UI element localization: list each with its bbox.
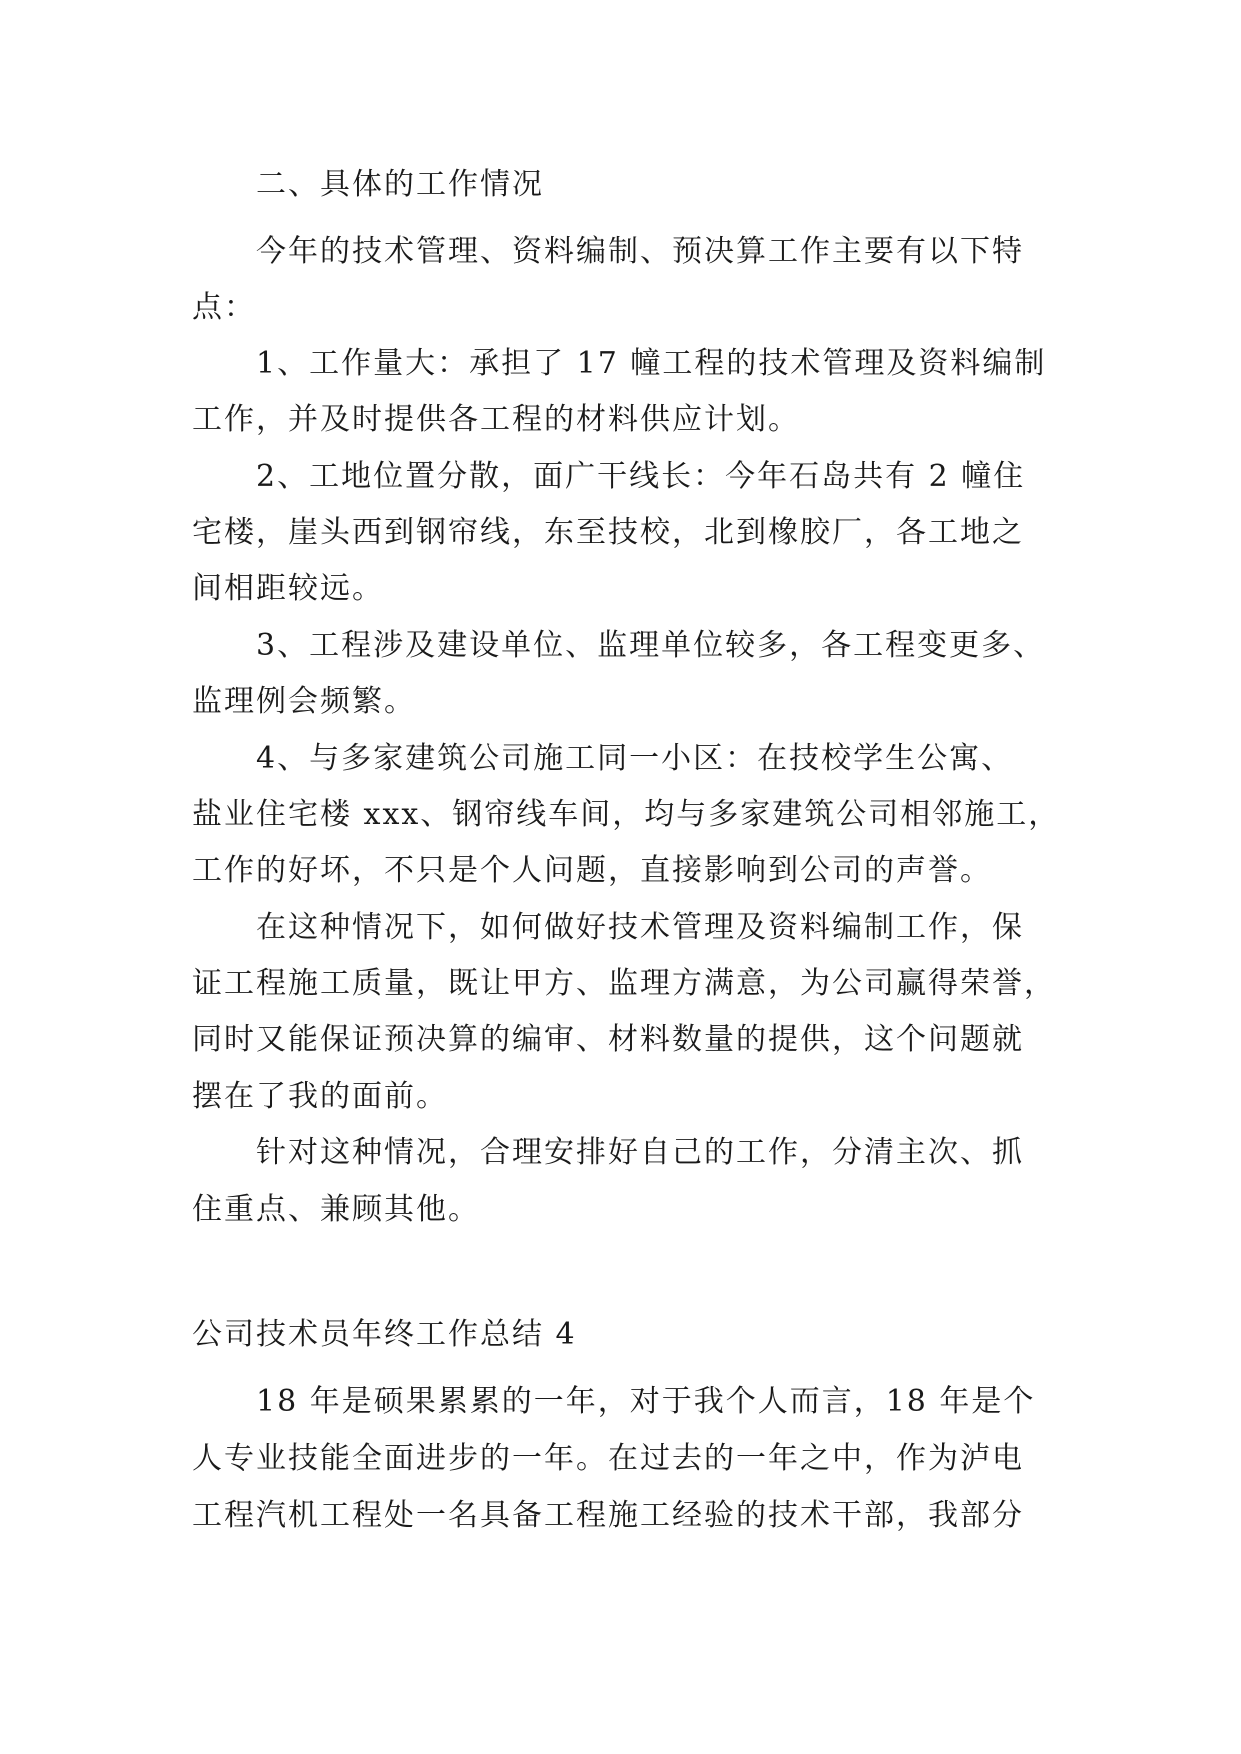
item4-line-3: 工作的好坏，不只是个人问题，直接影响到公司的声誉。 bbox=[192, 853, 992, 888]
section-heading: 二、具体的工作情况 bbox=[256, 167, 544, 202]
item2-line-2: 宅楼，崖头西到钢帘线，东至技校，北到橡胶厂，各工地之 bbox=[192, 515, 1024, 550]
item2-line-1: 2、工地位置分散，面广干线长：今年石岛共有 2 幢住 bbox=[256, 459, 1026, 494]
intro-line-1: 今年的技术管理、资料编制、预决算工作主要有以下特 bbox=[256, 234, 1024, 269]
item1-line-2: 工作，并及时提供各工程的材料供应计划。 bbox=[192, 402, 800, 437]
response-line-2: 住重点、兼顾其他。 bbox=[192, 1192, 480, 1227]
item4-line-2: 盐业住宅楼 xxx、钢帘线车间，均与多家建筑公司相邻施工， bbox=[192, 797, 1061, 832]
item2-line-3: 间相距较远。 bbox=[192, 571, 384, 606]
summary-line-3: 工程汽机工程处一名具备工程施工经验的技术干部，我部分 bbox=[192, 1498, 1024, 1533]
item1-line-1: 1、工作量大：承担了 17 幢工程的技术管理及资料编制 bbox=[256, 346, 1047, 381]
situation-line-2: 证工程施工质量，既让甲方、监理方满意，为公司赢得荣誉， bbox=[192, 966, 1056, 1001]
summary-title: 公司技术员年终工作总结 4 bbox=[192, 1317, 577, 1352]
item3-line-2: 监理例会频繁。 bbox=[192, 684, 416, 719]
item3-line-1: 3、工程涉及建设单位、监理单位较多，各工程变更多、 bbox=[256, 628, 1046, 663]
situation-line-3: 同时又能保证预决算的编审、材料数量的提供，这个问题就 bbox=[192, 1022, 1024, 1057]
response-line-1: 针对这种情况，合理安排好自己的工作，分清主次、抓 bbox=[256, 1135, 1024, 1170]
intro-line-2: 点： bbox=[192, 290, 256, 325]
situation-line-4: 摆在了我的面前。 bbox=[192, 1079, 448, 1114]
summary-line-1: 18 年是硕果累累的一年，对于我个人而言，18 年是个 bbox=[256, 1384, 1036, 1419]
situation-line-1: 在这种情况下，如何做好技术管理及资料编制工作，保 bbox=[256, 910, 1024, 945]
item4-line-1: 4、与多家建筑公司施工同一小区：在技校学生公寓、 bbox=[256, 741, 1014, 776]
summary-line-2: 人专业技能全面进步的一年。在过去的一年之中，作为泸电 bbox=[192, 1441, 1024, 1476]
